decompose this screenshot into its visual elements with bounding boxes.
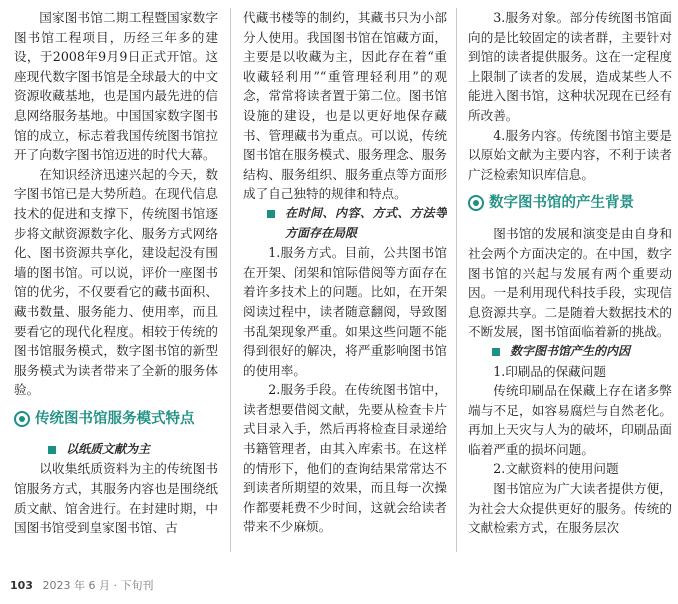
paragraph: 图书馆的发展和演变是由自身和社会两个方面决定的。在中国，数字图书馆的兴起与发展有两个重要动因。一是利用现代科技手段，实现信息资源共享。二是随着大数据技术的不断发展，图书馆面临着新的挑战。 <box>468 226 672 340</box>
section-heading <box>14 408 218 430</box>
paragraph: 代藏书楼等的制约，其藏书只为小部分人使用。我国图书馆在馆藏方面，主要是以收藏为主，因此存在着“重收藏轻利用”“重管理轻利用”的观念，常常将读者置于第二位。图书馆设施的建设，也是以更好地保存藏书、管理藏书为重点。可以说，传统图书馆在服务模式、服务理念、服务结构、服务组织、服务重点等方面形成了自己独特的规律和特点。 <box>243 10 447 202</box>
subheading-text: 以纸质文献为主 <box>66 441 151 456</box>
subheading <box>468 342 672 362</box>
square-bullet-icon <box>492 348 500 356</box>
page-number: 103 <box>10 579 33 592</box>
paragraph: 传统印刷品在保藏上存在诸多弊端与不足，如容易腐烂与自然老化。再加上天灾与人为的破坏，印刷品面临着严重的损坏问题。 <box>468 383 672 457</box>
column-divider <box>230 8 231 552</box>
paragraph: 1.服务方式。目前，公共图书馆在开架、闭架和馆际借阅等方面存在着许多技术上的问题。比如，在开架阅读过程中，读者随意翻阅，导致图书乱架现象严重。如果这些问题不能得到很好的解决，将严重影响图书馆的使用率。 <box>243 245 447 378</box>
heading-bullet-icon <box>14 411 30 427</box>
column-3 <box>468 8 672 548</box>
square-bullet-icon <box>267 210 275 218</box>
heading-bullet-icon <box>468 195 484 211</box>
section-heading <box>468 192 672 214</box>
square-bullet-icon <box>48 446 56 454</box>
subheading <box>14 440 218 460</box>
subheading-text: 数字图书馆产生的内因 <box>510 343 631 358</box>
paragraph: 在知识经济迅速兴起的今天，数字图书馆已是大势所趋。在现代信息技术的促进和支撑下，传统图书馆逐步将文献资源数字化、服务方式网络化、图书资源共享化，建设起没有围墙的图书馆。可以说，评价一座图书馆的优劣，不仅要看它的藏书面积、藏书数量、服务能力、使用率，而且要看它的现代化程度。相较于传统的图书馆服务模式，数字图书馆的新型服务模式为读者带来了全新的服务体验。 <box>14 166 218 398</box>
page-footer <box>10 577 153 593</box>
section-heading-text: 传统图书馆服务模式特点 <box>35 410 195 427</box>
column-2 <box>243 8 447 548</box>
paragraph: 以收集纸质资料为主的传统图书馆服务方式，其服务内容也是围绕纸质文献、馆舍进行。在封建时期，中国图书馆受到皇家图书馆、古 <box>14 461 218 536</box>
paragraph: 4.服务内容。传统图书馆主要是以原始文献为主要内容，不利于读者广泛检索知识库信息。 <box>468 127 672 182</box>
issue-date: 2023 年 6 月 · 下旬刊 <box>42 579 154 592</box>
paragraph: 2.文献资料的使用问题 <box>493 461 619 477</box>
paragraph: 2.服务手段。在传统图书馆中，读者想要借阅文献，先要从检查卡片式目录入手，然后再将检查目录递给书籍管理者，由其入库索书。在这样的情形下，他们的查询结果常常达不到读者所期望的效果，而且每一次操作都要耗费不少时间，这就会给读者带来不少麻烦。 <box>243 382 447 535</box>
column-divider <box>456 8 457 552</box>
paragraph: 1.印刷品的保藏问题 <box>493 363 606 379</box>
subheading <box>243 204 447 243</box>
paragraph: 3.服务对象。部分传统图书馆面向的是比较固定的读者群，主要针对到馆的读者提供服务。这在一定程度上限制了读者的发展，造成某些人不能进入图书馆，这种状况现在已经有所改善。 <box>468 10 672 123</box>
column-1 <box>14 8 218 548</box>
paragraph: 国家图书馆二期工程暨国家数字图书馆工程项目，历经三年多的建设，于2008年9月9日正式开馆。这座现代数字图书馆是全球最大的中文资源收藏基地，也是国内最先进的信息网络服务基地。中国国家数字图书馆的成立，标志着我国传统图书馆拉开了向数字图书馆迈进的时代大幕。 <box>14 10 218 163</box>
paragraph: 图书馆应为广大读者提供方便，为社会大众提供更好的服务。传统的文献检索方式，在服务层次 <box>468 481 672 536</box>
section-heading-text: 数字图书馆的产生背景 <box>489 195 634 212</box>
subheading-text: 在时间、内容、方式、方法等方面存在局限 <box>285 205 447 240</box>
